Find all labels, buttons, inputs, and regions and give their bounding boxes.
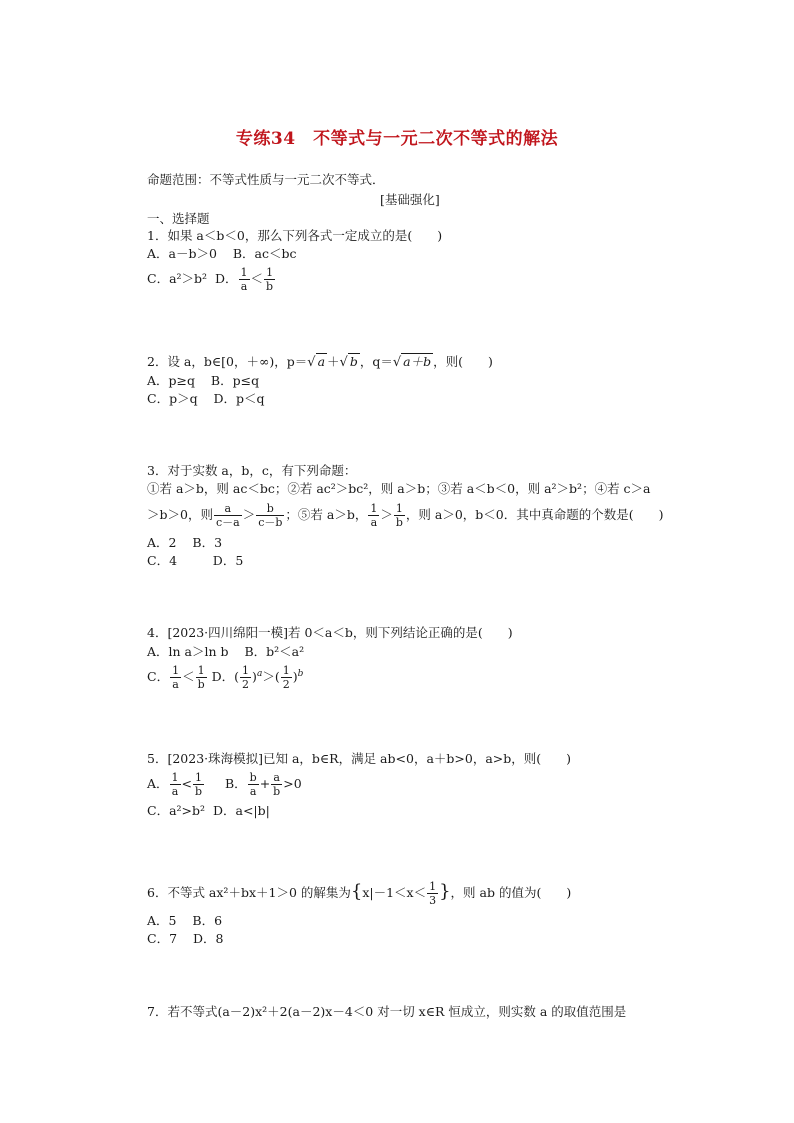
scope-line: 命题范围：不等式性质与一元二次不等式． (147, 172, 385, 187)
q3-option-b: B．3 (192, 535, 223, 550)
q4-stem: 4．[2023·四川绵阳一模]若 0＜a＜b，则下列结论正确的是( ) (147, 625, 513, 640)
q6-option-d: D．8 (192, 931, 224, 946)
q2-options-ab (147, 373, 259, 389)
q5-option-c: C．a²>b² (147, 803, 206, 818)
q3-line1: ①若 a＞b，则 ac＜bc；②若 ac²＞bc²，则 a＞b；③若 a＜b＜0，则 a²＞b²；④若 c＞a (147, 481, 651, 496)
q6-option-c: C．7 (147, 931, 178, 946)
q3-option-c: C．4 (147, 553, 178, 568)
q4-option-a: A．ln a＞ln b (147, 644, 229, 659)
frac-1-over-b: $\frac{1}{b}$ (395, 502, 403, 529)
level-tag: [基础强化] (380, 192, 440, 207)
section-heading: 一、选择题 (147, 211, 210, 226)
q1-option-d: D． $\frac{1}{a}$ ＜ $\frac{1}{b}$ (215, 266, 274, 293)
page-title: 专练34 不等式与一元二次不等式的解法 (235, 129, 559, 149)
frac-1-over-a: $\frac{1}{a}$ (240, 266, 248, 293)
q1-option-a: A．a－b＞0 (147, 246, 217, 261)
q5-option-b: B． $\frac{b}{a}$ + $\frac{a}{b}$ >0 (224, 771, 302, 798)
q1-option-b: B．ac＜bc (232, 246, 297, 261)
q2-option-c: C．p＞q (147, 391, 198, 406)
q3-line2: ＞b＞0，则 $\frac{a}{c-a}$ ＞ $\frac{b}{c-b}$ ；⑤若 a＞b， $\frac{1}{a}$ ＞ $\frac{1}{b}$ ，则 a＞0，b＜0．其中真命题的个数是( ) (147, 502, 664, 529)
q5-options-ab (147, 771, 302, 798)
q6-options-ab (147, 913, 222, 929)
q5-stem: 5．[2023·珠海模拟]已知 a，b∈R，满足 ab<0，a＋b>0，a>b，则( ) (147, 751, 571, 766)
frac-b-over-c-minus-b: $\frac{b}{c-b}$ (258, 502, 283, 529)
q6-option-b: B．6 (192, 913, 223, 928)
frac-1-over-b: $\frac{1}{b}$ (266, 266, 274, 293)
q3-options-ab (147, 535, 222, 551)
q3-option-a: A．2 (147, 535, 177, 550)
q6-options-cd (147, 931, 223, 947)
q7-stem: 7．若不等式(a－2)x²＋2(a－2)x－4＜0 对一切 x∈R 恒成立，则实数 a 的取值范围是 (147, 1004, 627, 1019)
frac-a-over-c-minus-a: $\frac{a}{c-a}$ (215, 502, 240, 529)
q2-stem: 2．设 a，b∈[0，＋∞)，p＝√ a ＋√ b ，q＝√ a＋b ，则( ) (147, 354, 493, 370)
q6-stem: 6．不等式 ax²＋bx＋1＞0 的解集为{x|－1＜x＜ $\frac{1}{3}$ }，则 ab 的值为( ) (147, 880, 572, 907)
q4-options-cd (147, 664, 303, 691)
q6-option-a: A．5 (147, 913, 177, 928)
q1-options-ab (147, 246, 297, 262)
q2-option-b: B．p≤q (210, 373, 260, 388)
frac-1-over-a: $\frac{1}{a}$ (370, 502, 378, 529)
q1-options-cd (147, 266, 276, 293)
q3-stem: 3．对于实数 a，b，c，有下列命题： (147, 463, 357, 478)
q1-option-c: C．a²＞b² (147, 271, 208, 286)
q4-options-ab (147, 644, 304, 660)
q3-options-cd (147, 553, 243, 569)
q4-option-b: B．b²＜a² (244, 644, 305, 659)
q4-option-c: C． $\frac{1}{a}$ ＜ $\frac{1}{b}$ (147, 664, 205, 691)
q5-options-cd (147, 803, 270, 819)
q3-option-d: D．5 (212, 553, 244, 568)
q1-stem: 1．如果 a＜b＜0，那么下列各式一定成立的是( ) (147, 228, 443, 243)
q2-option-a: A．p≥q (147, 373, 196, 388)
q5-option-a: A． $\frac{1}{a}$ < $\frac{1}{b}$ (147, 771, 203, 798)
q4-option-d: D．( $\frac{1}{2}$ )$^a$＞( $\frac{1}{2}$ )$^b$ (211, 664, 304, 691)
q2-option-d: D．p＜q (213, 391, 265, 406)
q1-option-d-prefix: D． (215, 271, 238, 286)
q5-option-d: D．a<|b| (212, 803, 270, 818)
q2-options-cd (147, 391, 265, 407)
